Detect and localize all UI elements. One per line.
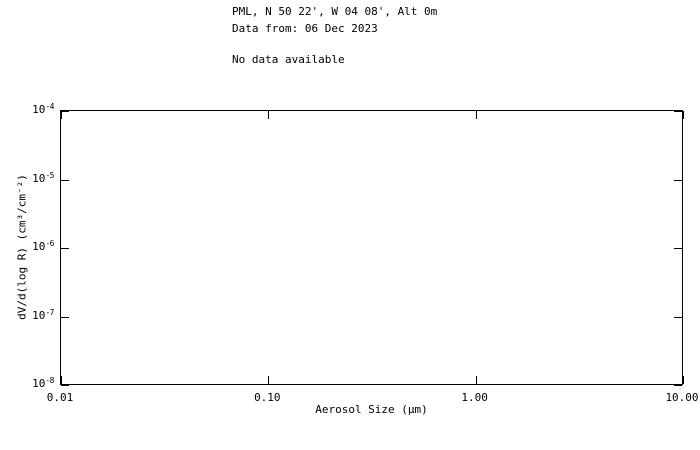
y-tick-label: $10^{-8}$ — [32, 376, 54, 390]
x-tick-label: 1.00 — [461, 391, 488, 404]
x-tick-label: 10.00 — [665, 391, 699, 404]
y-tick-label: $10^{-5}$ — [32, 170, 54, 185]
x-axis-title: Aerosol Size (μm) — [315, 403, 428, 416]
y-tick-label: $10^{-6}$ — [32, 239, 54, 253]
y-tick-label: $10^{-7}$ — [32, 307, 54, 322]
y-tick-right — [674, 111, 682, 112]
x-tick-bottom — [683, 376, 684, 384]
station-location-text: PML, N 50 22', W 04 08', Alt 0m — [232, 5, 438, 18]
plot-area — [60, 110, 683, 385]
x-tick-top — [61, 111, 62, 119]
x-tick-bottom — [476, 376, 477, 384]
x-tick-label: 0.01 — [46, 391, 74, 404]
y-axis-title: dV/d(log R) (cm³/cm⁻²) — [15, 174, 29, 320]
x-tick-bottom — [61, 376, 62, 384]
y-tick-right — [674, 385, 682, 386]
y-tick-left — [61, 111, 69, 112]
y-tick-right — [674, 317, 682, 318]
x-tick-top — [268, 111, 269, 119]
y-tick-right — [674, 248, 682, 249]
y-tick-left — [61, 180, 69, 181]
x-tick-label: 0.10 — [254, 391, 281, 404]
y-tick-left — [61, 317, 69, 318]
data-date-text: Data from: 06 Dec 2023 — [232, 22, 378, 35]
x-tick-bottom — [268, 376, 269, 384]
no-data-status-text: No data available — [232, 53, 345, 66]
y-tick-left — [61, 385, 69, 386]
y-tick-label: $10^{-4}$ — [32, 102, 54, 116]
y-tick-left — [61, 248, 69, 249]
x-tick-top — [476, 111, 477, 119]
y-tick-right — [674, 180, 682, 181]
x-tick-top — [683, 111, 684, 119]
